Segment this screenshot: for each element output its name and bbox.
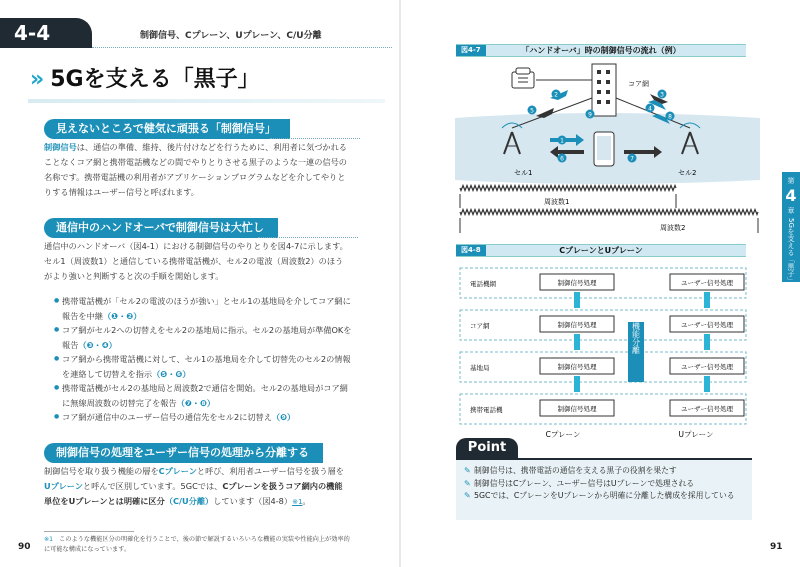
term-control-signal: 制御信号 bbox=[44, 142, 77, 152]
frequency-2-wave bbox=[460, 210, 758, 215]
term-c-plane: Cプレーン bbox=[158, 466, 197, 476]
svg-text:9: 9 bbox=[588, 111, 592, 119]
freq1-label: 周波数1 bbox=[544, 198, 570, 206]
p3-part: 。 bbox=[302, 496, 311, 506]
c-plane-label: Cプレーン bbox=[545, 430, 581, 439]
layer-label: 基地局 bbox=[470, 364, 490, 372]
layer-row bbox=[460, 352, 746, 392]
p3-part: 制御信号を取り扱う機能の層を bbox=[44, 466, 159, 476]
section-number: 4-4 bbox=[0, 18, 92, 48]
layer-row bbox=[460, 310, 746, 350]
cell2-label: セル2 bbox=[678, 169, 697, 177]
step-marker-3 bbox=[658, 90, 667, 99]
layer-label: 電話機網 bbox=[470, 280, 496, 288]
figure-caption: 「ハンドオーバ」時の制御信号の流れ（例） bbox=[521, 46, 681, 55]
page-title-text: 5Gを支える「黒子」 bbox=[50, 67, 260, 92]
handover-step-item bbox=[54, 352, 354, 381]
step-numbers: （❺・❻） bbox=[152, 368, 191, 379]
footnote-mark: ※1 bbox=[44, 536, 54, 543]
step-marker-5 bbox=[528, 106, 537, 115]
svg-text:3: 3 bbox=[660, 91, 664, 99]
step-text: コア網が通信中のユーザー信号の通信先をセル2に切替え bbox=[62, 412, 272, 422]
svg-text:6: 6 bbox=[560, 155, 564, 163]
title-marker-icon: » bbox=[30, 67, 45, 92]
heading-control-signal: 見えないところで健気に頑張る「制御信号」 bbox=[44, 119, 290, 139]
step-text: 携帯電話機が「セル2の電波のほうが強い」とセル1の基地局を介してコア網に報告を中継 bbox=[62, 296, 351, 321]
flow-arrow bbox=[574, 334, 580, 350]
step-marker-8 bbox=[666, 112, 675, 121]
handover-step-item bbox=[54, 381, 354, 410]
svg-text:2: 2 bbox=[554, 91, 558, 99]
heading-cu-separation: 制御信号の処理をユーザー信号の処理から分離する bbox=[44, 443, 323, 463]
term-cu-separation: （C/U分離） bbox=[164, 496, 214, 506]
function-separation-label: 機能分離 bbox=[631, 322, 641, 354]
figure-4-8-caption-bar bbox=[456, 244, 746, 257]
footnote bbox=[44, 535, 350, 555]
step-text: コア網がセル2への切替えをセル2の基地局に指示。セル2の基地局が準備OKを報告 bbox=[62, 325, 352, 350]
step-marker-2 bbox=[552, 90, 561, 99]
mobile-phone-icon bbox=[594, 132, 614, 166]
c-plane-box-label: 制御信号処理 bbox=[557, 363, 597, 371]
figure-caption: CプレーンとUプレーン bbox=[559, 246, 643, 255]
step-text: コア網から携帯電話機に対して、セル1の基地局を介して切替先のセル2の情報を連絡して切替えを指示 bbox=[62, 354, 351, 379]
flow-arrow bbox=[704, 376, 710, 392]
chapter-tab[interactable] bbox=[782, 172, 800, 282]
handover-step-item bbox=[54, 294, 354, 323]
p3-part: と呼んで区別しています。5GCでは、 bbox=[82, 481, 223, 491]
term-u-plane: Uプレーン bbox=[44, 481, 83, 491]
flow-arrow bbox=[574, 376, 580, 392]
layer-label: 携帯電話機 bbox=[470, 406, 503, 414]
book-gutter bbox=[399, 0, 401, 567]
p3-part: と呼び、利用者ユーザー信号を扱う層を bbox=[196, 466, 344, 476]
page-number-right: 91 bbox=[770, 542, 783, 552]
p3-bold: Cプレーンを扱うコア網内の機能単位をUプレーンとは明確に区分 bbox=[44, 481, 343, 506]
point-item: ✎ 5GCでは、CプレーンをUプレーンから明確に分離した構成を採用している bbox=[464, 490, 744, 503]
cell1-label: セル1 bbox=[514, 169, 533, 177]
frequency-1-wave bbox=[460, 186, 676, 191]
u-plane-box-label: ユーザー信号処理 bbox=[681, 279, 733, 287]
paragraph-3 bbox=[44, 464, 350, 510]
u-plane-box-label: ユーザー信号処理 bbox=[681, 321, 733, 329]
running-header: 制御信号、Cプレーン、Uプレーン、C/U分離 bbox=[140, 31, 322, 41]
paragraph-2: 通信中のハンドオーバ（図4-1）における制御信号のやりとりを図4-7に示します。セル1（周波数1）と通信している携帯電話機が、セル2の電波（周波数2）のほうがより強いと判断すると次の手順を開始します。 bbox=[44, 241, 348, 281]
u-plane-box-label: ユーザー信号処理 bbox=[681, 363, 733, 371]
step-marker-6 bbox=[558, 154, 567, 163]
point-item: ✎ 制御信号はCプレーン、ユーザー信号はUプレーンで処理される bbox=[464, 478, 744, 491]
heading-rule bbox=[258, 237, 358, 238]
handover-steps-list bbox=[54, 294, 354, 425]
footnote-rule bbox=[44, 531, 134, 532]
svg-text:4: 4 bbox=[648, 105, 652, 113]
u-plane-box-label: ユーザー信号処理 bbox=[681, 405, 733, 413]
layer-row bbox=[460, 394, 746, 424]
figure-tag: 図4-7 bbox=[456, 45, 486, 56]
flow-arrow bbox=[574, 292, 580, 308]
header-rule bbox=[92, 47, 392, 48]
figure-4-8-diagram bbox=[456, 260, 752, 440]
step-text: 携帯電話機がセル2の基地局と周波数2で通信を開始。セル2の基地局がコア網に無線周波数の切替完了を報告 bbox=[62, 383, 348, 408]
step-numbers: （❼・❽） bbox=[176, 397, 216, 408]
page-number-left: 90 bbox=[18, 542, 31, 552]
step-marker-1 bbox=[558, 136, 567, 145]
svg-text:7: 7 bbox=[630, 155, 634, 163]
chapter-number: 4 bbox=[785, 186, 797, 205]
page-title bbox=[30, 62, 260, 93]
step-marker-4 bbox=[646, 104, 655, 113]
svg-text:1: 1 bbox=[560, 137, 564, 145]
point-box bbox=[456, 458, 752, 520]
flow-arrow bbox=[704, 334, 710, 350]
u-plane-label: Uプレーン bbox=[678, 430, 714, 439]
p3-part: しています（図4-8） bbox=[213, 496, 293, 506]
footnote-text: このような機能区分の明確化を行うことで、後の節で解説するいろいろな機能の実装や性能向上が効率的に可能な構成になっています。 bbox=[44, 536, 350, 553]
heading-handover: 通信中のハンドオーバで制御信号は大忙し bbox=[44, 218, 278, 238]
layer-label: コア網 bbox=[470, 322, 490, 330]
svg-text:5: 5 bbox=[530, 107, 534, 115]
title-underline bbox=[28, 99, 385, 103]
c-plane-box-label: 制御信号処理 bbox=[557, 321, 597, 329]
figure-4-7-caption-bar bbox=[456, 44, 746, 57]
telephone-icon bbox=[512, 68, 534, 88]
figure-4-7-diagram bbox=[440, 58, 770, 238]
heading-rule bbox=[270, 138, 360, 139]
paragraph-1 bbox=[44, 140, 350, 200]
handover-step-item bbox=[54, 410, 354, 425]
step-numbers: （❶・❷） bbox=[102, 310, 142, 321]
layer-row bbox=[460, 268, 746, 308]
chapter-label: 第 bbox=[787, 177, 795, 185]
step-marker-7 bbox=[628, 154, 637, 163]
svg-text:8: 8 bbox=[668, 113, 672, 121]
flow-arrow bbox=[704, 292, 710, 308]
chapter-suffix: 章 bbox=[787, 207, 795, 215]
paragraph-1-text: は、通信の準備、維持、後片付けなどを行うために、利用者に気づかれることなくコア網と携帯電話機などの間でやりとりさせる黒子のような一連の信号の名称です。携帯電話機の利用者がアプリケーションプログラムなどを介してやりとりする情報はユーザー信号と呼ばれます。 bbox=[44, 142, 347, 197]
c-plane-box-label: 制御信号処理 bbox=[557, 279, 597, 287]
core-network-building-icon bbox=[592, 64, 616, 116]
chapter-title: 5Gを支える「黒子」 bbox=[787, 218, 795, 284]
point-heading: Point bbox=[456, 438, 518, 458]
point-item: ✎ 制御信号は、携帯電話の通信を支える黒子の役割を果たす bbox=[464, 465, 744, 478]
step-numbers: （❸・❹） bbox=[78, 339, 117, 350]
footnote-ref-link[interactable]: ※1 bbox=[292, 498, 303, 506]
step-marker-9 bbox=[586, 110, 595, 119]
handover-step-item bbox=[54, 323, 354, 352]
freq2-label: 周波数2 bbox=[660, 224, 686, 232]
figure-tag: 図4-8 bbox=[456, 245, 486, 256]
step-numbers: （❾） bbox=[271, 412, 296, 422]
core-network-label: コア網 bbox=[628, 80, 649, 88]
c-plane-box-label: 制御信号処理 bbox=[557, 405, 597, 413]
